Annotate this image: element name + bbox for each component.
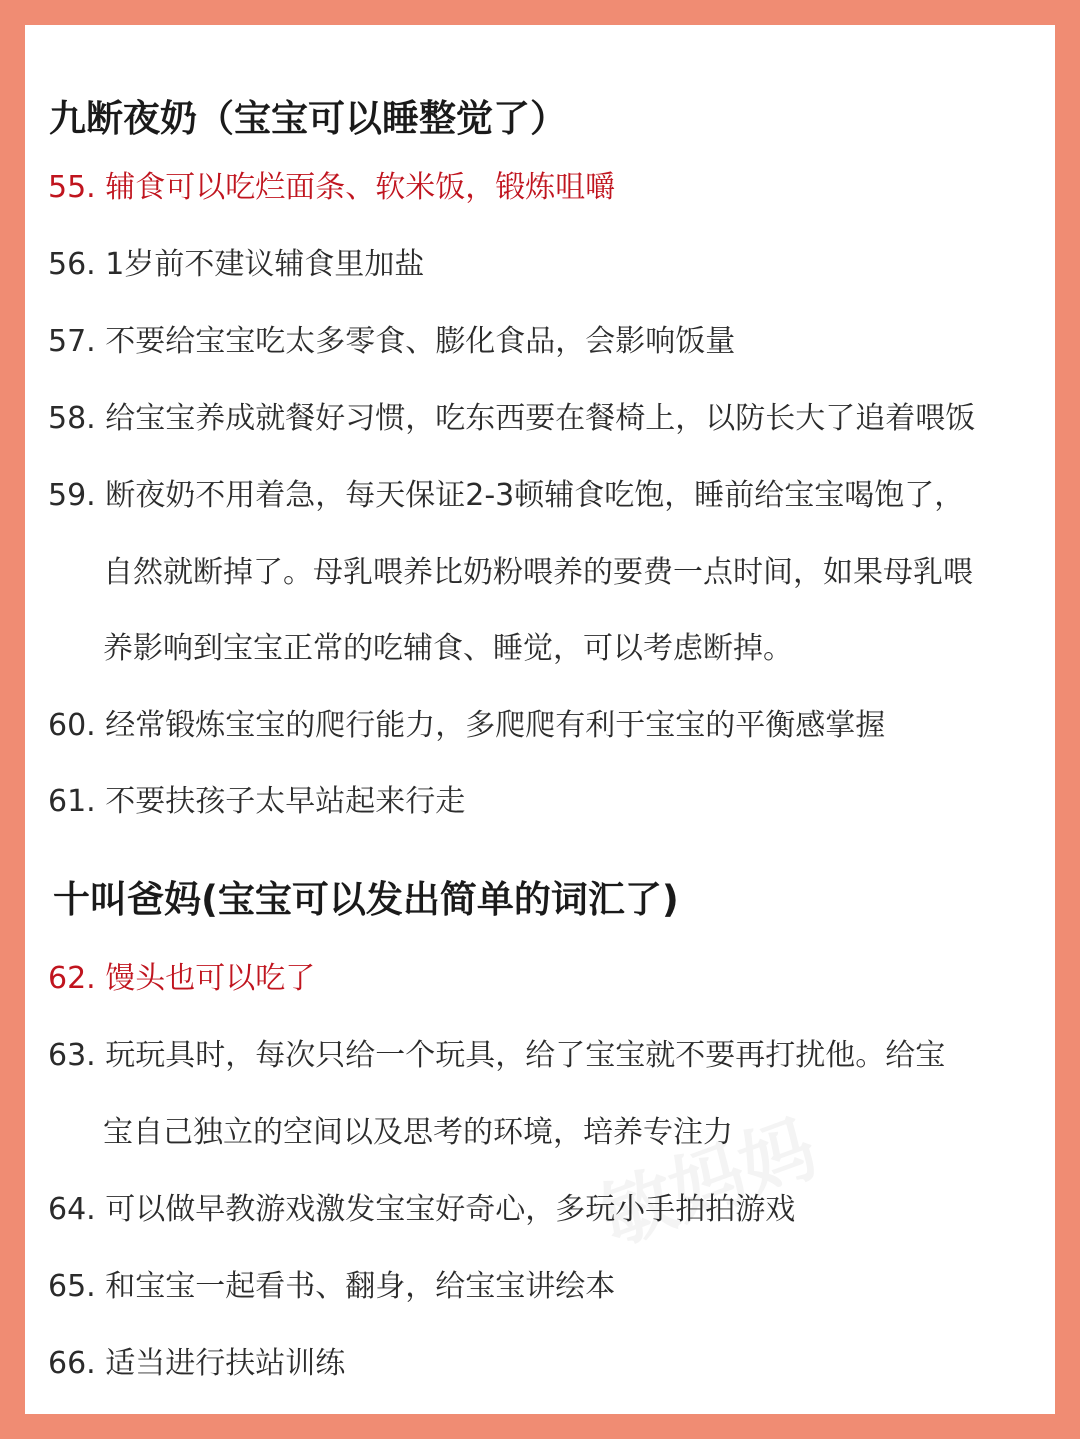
- list-item-59-line-3: 养影响到宝宝正常的吃辅食、睡觉，可以考虑断掉。: [103, 631, 793, 666]
- item-number: 56.: [48, 247, 96, 282]
- list-item-56: [48, 245, 424, 285]
- list-item-61: [48, 782, 465, 822]
- list-item-60: [48, 706, 885, 746]
- list-item-66: [48, 1344, 345, 1384]
- item-text: 不要扶孩子太早站起来行走: [105, 784, 466, 819]
- item-text: 可以做早教游戏激发宝宝好奇心，多玩小手拍拍游戏: [105, 1192, 796, 1227]
- item-number: 60.: [48, 708, 96, 743]
- list-item-63-line-2: 宝自己独立的空间以及思考的环境，培养专注力: [103, 1115, 733, 1150]
- item-number: 65.: [48, 1269, 96, 1304]
- item-number: 59.: [48, 478, 96, 513]
- section-10-title: 十叫爸妈(宝宝可以发出简单的词汇了): [53, 878, 679, 921]
- item-text: 馒头也可以吃了: [105, 961, 316, 996]
- list-item-58: [48, 399, 975, 439]
- item-number: 64.: [48, 1192, 96, 1227]
- item-number: 57.: [48, 324, 96, 359]
- list-item-57: [48, 322, 735, 362]
- item-text: 1岁前不建议辅食里加盐: [105, 247, 425, 282]
- item-text: 经常锻炼宝宝的爬行能力，多爬爬有利于宝宝的平衡感掌握: [105, 708, 886, 743]
- item-text: 不要给宝宝吃太多零食、膨化食品，会影响饭量: [105, 324, 736, 359]
- item-text: 玩玩具时，每次只给一个玩具，给了宝宝就不要再打扰他。给宝: [105, 1038, 946, 1073]
- section-9-title: 九断夜奶（宝宝可以睡整觉了）: [49, 97, 567, 140]
- list-item-59: [48, 476, 964, 516]
- item-number: 62.: [48, 961, 96, 996]
- item-text: 辅食可以吃烂面条、软米饭，锻炼咀嚼: [105, 170, 616, 205]
- content-card: [25, 25, 1055, 1414]
- list-item-62: [48, 959, 315, 999]
- item-number: 63.: [48, 1038, 96, 1073]
- item-number: 55.: [48, 170, 96, 205]
- item-text: 断夜奶不用着急，每天保证2-3顿辅食吃饱，睡前给宝宝喝饱了，: [105, 478, 965, 513]
- list-item-65: [48, 1267, 615, 1307]
- item-text: 给宝宝养成就餐好习惯，吃东西要在餐椅上，以防长大了追着喂饭: [105, 401, 976, 436]
- list-item-63: [48, 1036, 945, 1076]
- item-number: 61.: [48, 784, 96, 819]
- item-number: 58.: [48, 401, 96, 436]
- item-text: 和宝宝一起看书、翻身，给宝宝讲绘本: [105, 1269, 616, 1304]
- list-item-59-line-2: 自然就断掉了。母乳喂养比奶粉喂养的要费一点时间，如果母乳喂: [103, 555, 973, 590]
- item-number: 66.: [48, 1346, 96, 1381]
- item-text: 适当进行扶站训练: [105, 1346, 346, 1381]
- list-item-55: [48, 168, 615, 208]
